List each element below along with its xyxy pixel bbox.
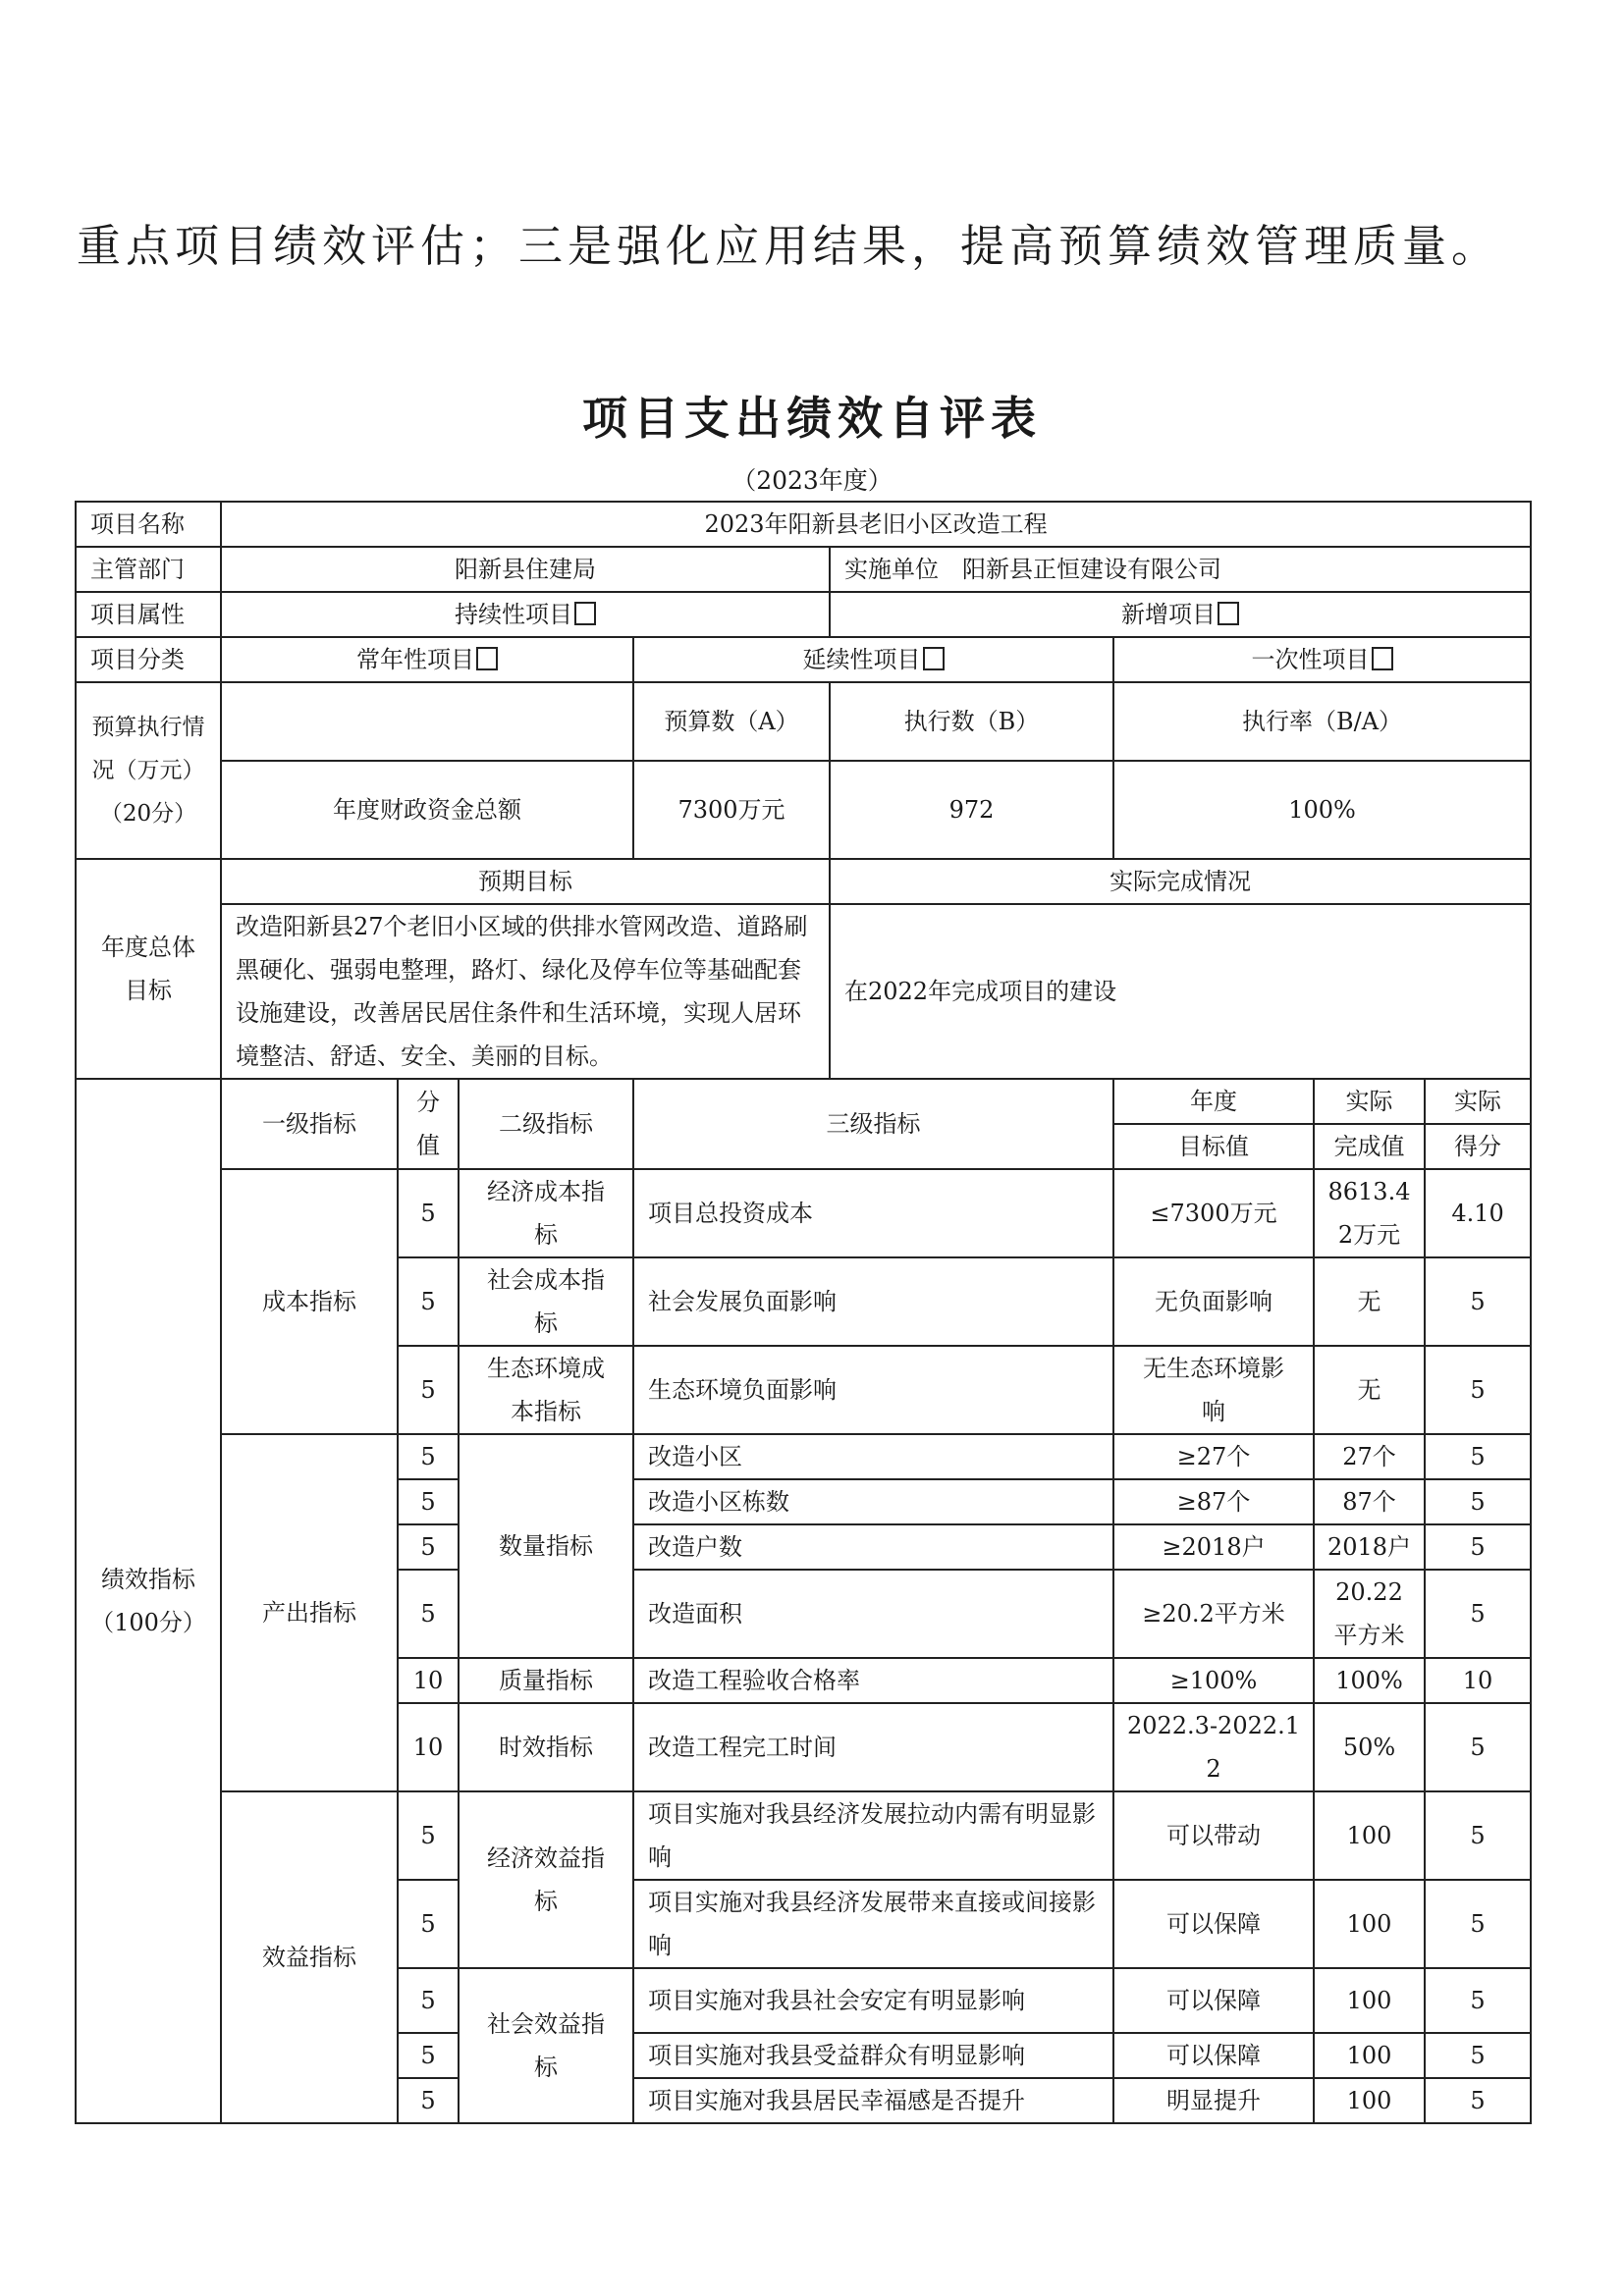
actual: 100% — [1314, 1658, 1425, 1703]
actual: 无 — [1314, 1346, 1425, 1434]
actual: 8613.42万元 — [1314, 1169, 1425, 1257]
target: 明显提升 — [1113, 2078, 1314, 2123]
goals-expected: 改造阳新县27个老旧小区域的供排水管网改造、道路刷黑硬化、强弱电整理，路灯、绿化及停车位等基础配套设施建设，改善居民居住条件和生活环境，实现人居环境整洁、舒适、安全、美丽的目标。 — [221, 904, 830, 1079]
cat-extended-text: 延续性项目 — [802, 646, 921, 673]
score: 5 — [398, 1434, 459, 1479]
dept-value: 阳新县住建局 — [221, 547, 830, 592]
actual: 2018户 — [1314, 1524, 1425, 1570]
level3: 项目实施对我县居民幸福感是否提升 — [633, 2078, 1113, 2123]
h-level2: 二级指标 — [459, 1079, 633, 1169]
cat-regular-text: 常年性项目 — [356, 646, 474, 673]
score: 5 — [398, 1346, 459, 1434]
level3: 改造小区栋数 — [633, 1479, 1113, 1524]
level3: 社会发展负面影响 — [633, 1257, 1113, 1346]
h-level1: 一级指标 — [221, 1079, 398, 1169]
level2: 质量指标 — [459, 1658, 633, 1703]
econ-label: 经济效益指标 — [459, 1791, 633, 1968]
level3: 项目实施对我县经济发展带来直接或间接影响 — [633, 1880, 1113, 1968]
table-row — [76, 1791, 1531, 1880]
level3: 改造工程完工时间 — [633, 1703, 1113, 1791]
table-row — [76, 1169, 1531, 1257]
cat-once-text: 一次性项目 — [1251, 646, 1370, 673]
got: 5 — [1425, 1791, 1531, 1880]
got: 5 — [1425, 1434, 1531, 1479]
benefit-label: 效益指标 — [221, 1791, 398, 2123]
level3: 项目实施对我县经济发展拉动内需有明显影响 — [633, 1791, 1113, 1880]
level3: 改造户数 — [633, 1524, 1113, 1570]
actual: 20.22平方米 — [1314, 1570, 1425, 1658]
target: ≥87个 — [1113, 1479, 1314, 1524]
score: 5 — [398, 1257, 459, 1346]
got: 5 — [1425, 1703, 1531, 1791]
actual: 87个 — [1314, 1479, 1425, 1524]
level3: 改造面积 — [633, 1570, 1113, 1658]
attr-new — [830, 592, 1531, 637]
category-label: 项目分类 — [76, 637, 221, 682]
got: 5 — [1425, 1880, 1531, 1968]
score: 5 — [398, 1791, 459, 1880]
dept-label: 主管部门 — [76, 547, 221, 592]
budget-a: 7300万元 — [633, 761, 830, 859]
level3: 项目总投资成本 — [633, 1169, 1113, 1257]
lead-paragraph: 重点项目绩效评估；三是强化应用结果，提高预算绩效管理质量。 — [77, 220, 1501, 272]
goals-actual: 在2022年完成项目的建设 — [830, 904, 1531, 1079]
goals-expected-label: 预期目标 — [221, 859, 830, 904]
attr-new-text: 新增项目 — [1121, 601, 1217, 628]
level3: 改造工程验收合格率 — [633, 1658, 1113, 1703]
h-target-bottom: 目标值 — [1113, 1124, 1314, 1169]
score: 5 — [398, 2078, 459, 2123]
target: 可以保障 — [1113, 1968, 1314, 2033]
level3: 生态环境负面影响 — [633, 1346, 1113, 1434]
budget-label: 预算执行情况（万元）（20分） — [76, 682, 221, 859]
target: 可以保障 — [1113, 2033, 1314, 2078]
project-name-label: 项目名称 — [76, 502, 221, 547]
level2: 生态环境成本指标 — [459, 1346, 633, 1434]
got: 10 — [1425, 1658, 1531, 1703]
got: 5 — [1425, 1570, 1531, 1658]
h-level3: 三级指标 — [633, 1079, 1113, 1169]
level3: 项目实施对我县社会安定有明显影响 — [633, 1968, 1113, 2033]
score: 5 — [398, 1479, 459, 1524]
got: 5 — [1425, 2078, 1531, 2123]
budget-row-label: 年度财政资金总额 — [221, 761, 633, 859]
impl-unit: 实施单位 阳新县正恒建设有限公司 — [830, 547, 1531, 592]
target: 可以带动 — [1113, 1791, 1314, 1880]
score: 5 — [398, 1880, 459, 1968]
actual: 50% — [1314, 1703, 1425, 1791]
goals-label: 年度总体目标 — [76, 859, 221, 1079]
score: 5 — [398, 1524, 459, 1570]
page-title: 项目支出绩效自评表 — [582, 392, 1042, 445]
got: 5 — [1425, 1524, 1531, 1570]
actual: 27个 — [1314, 1434, 1425, 1479]
score: 5 — [398, 2033, 459, 2078]
budget-col-a: 预算数（A） — [633, 682, 830, 761]
target: ≥27个 — [1113, 1434, 1314, 1479]
checkbox-icon — [574, 602, 596, 625]
attr-continuous-text: 持续性项目 — [455, 601, 572, 628]
target: ≥20.2平方米 — [1113, 1570, 1314, 1658]
level2: 时效指标 — [459, 1703, 633, 1791]
h-actual-top: 实际 — [1314, 1079, 1425, 1124]
output-label: 产出指标 — [221, 1434, 398, 1791]
cat-once — [1113, 637, 1531, 682]
budget-b: 972 — [830, 761, 1113, 859]
cat-extended — [633, 637, 1113, 682]
goals-actual-label: 实际完成情况 — [830, 859, 1531, 904]
got: 4.10 — [1425, 1169, 1531, 1257]
target: ≤7300万元 — [1113, 1169, 1314, 1257]
target: 可以保障 — [1113, 1880, 1314, 1968]
h-got-top: 实际 — [1425, 1079, 1531, 1124]
score: 5 — [398, 1169, 459, 1257]
project-name-value: 2023年阳新县老旧小区改造工程 — [221, 502, 1531, 547]
cost-label: 成本指标 — [221, 1169, 398, 1434]
level3: 项目实施对我县受益群众有明显影响 — [633, 2033, 1113, 2078]
budget-col-rate: 执行率（B/A） — [1113, 682, 1531, 761]
got: 5 — [1425, 1257, 1531, 1346]
actual: 100 — [1314, 1791, 1425, 1880]
target: 无生态环境影响 — [1113, 1346, 1314, 1434]
attr-continuous — [221, 592, 830, 637]
quantity-label: 数量指标 — [459, 1434, 633, 1658]
actual: 100 — [1314, 1968, 1425, 2033]
target: 2022.3-2022.12 — [1113, 1703, 1314, 1791]
target: ≥2018户 — [1113, 1524, 1314, 1570]
checkbox-icon — [1218, 602, 1239, 625]
target: ≥100% — [1113, 1658, 1314, 1703]
attr-label: 项目属性 — [76, 592, 221, 637]
social-label: 社会效益指标 — [459, 1968, 633, 2123]
cat-regular — [221, 637, 633, 682]
got: 5 — [1425, 1968, 1531, 2033]
evaluation-table — [75, 501, 1532, 2124]
got: 5 — [1425, 1479, 1531, 1524]
got: 5 — [1425, 1346, 1531, 1434]
level2: 经济成本指标 — [459, 1169, 633, 1257]
score: 10 — [398, 1658, 459, 1703]
budget-col-b: 执行数（B） — [830, 682, 1113, 761]
budget-rate: 100% — [1113, 761, 1531, 859]
score: 5 — [398, 1570, 459, 1658]
checkbox-icon — [923, 647, 945, 670]
checkbox-icon — [476, 647, 498, 670]
h-got-bottom: 得分 — [1425, 1124, 1531, 1169]
budget-blank — [221, 682, 633, 761]
level3: 改造小区 — [633, 1434, 1113, 1479]
level2: 社会成本指标 — [459, 1257, 633, 1346]
table-row — [76, 1434, 1531, 1479]
checkbox-icon — [1372, 647, 1393, 670]
actual: 100 — [1314, 2078, 1425, 2123]
got: 5 — [1425, 2033, 1531, 2078]
actual: 无 — [1314, 1257, 1425, 1346]
indicators-label: 绩效指标（100分） — [76, 1079, 221, 2123]
score: 5 — [398, 1968, 459, 2033]
h-actual-bottom: 完成值 — [1314, 1124, 1425, 1169]
h-score: 分值 — [398, 1079, 459, 1169]
actual: 100 — [1314, 1880, 1425, 1968]
actual: 100 — [1314, 2033, 1425, 2078]
year-subtitle: （2023年度） — [731, 466, 893, 495]
target: 无负面影响 — [1113, 1257, 1314, 1346]
h-target-top: 年度 — [1113, 1079, 1314, 1124]
score: 10 — [398, 1703, 459, 1791]
